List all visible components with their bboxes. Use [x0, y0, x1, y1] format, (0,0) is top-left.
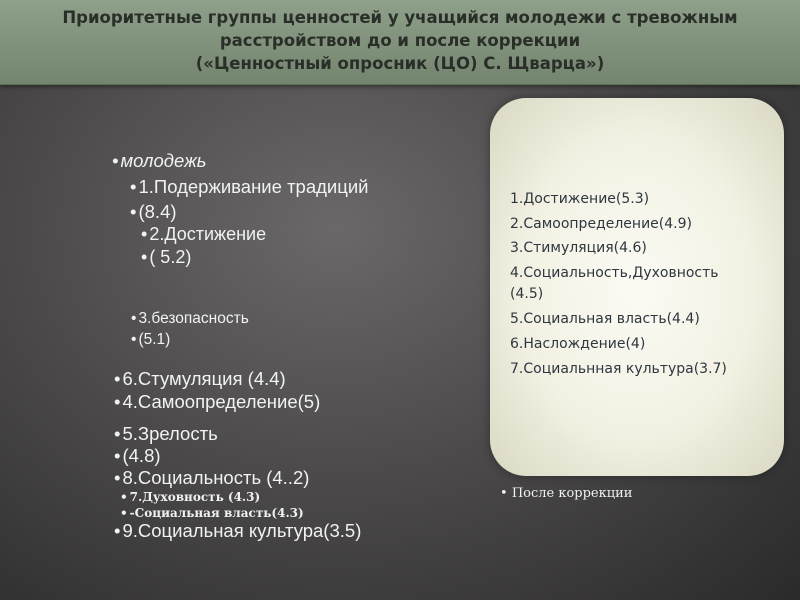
after-item-3: 3.Стимуляция(4.6) — [510, 240, 647, 256]
left-item-11: • 8.Социальность (4..2) — [114, 467, 310, 488]
bullet-icon: • — [112, 150, 119, 171]
bullet-icon: • — [130, 176, 137, 197]
title-line-2: расстройством до и после коррекции — [219, 31, 581, 50]
bullet-icon: • — [114, 391, 121, 412]
bullet-icon: • — [114, 445, 121, 466]
left-item-1: • 1.Подерживание традиций — [130, 176, 369, 197]
bullet-icon: • — [141, 224, 148, 244]
after-correction-box — [490, 98, 784, 476]
after-item-7: 7.Социальнная культура(3.7) — [510, 361, 727, 377]
after-item-6: 6.Наслождение(4) — [510, 336, 646, 352]
title-bar — [0, 0, 800, 85]
left-item-9: • 5.Зрелость — [114, 423, 218, 444]
left-item-5: • 3.безопасность — [131, 310, 249, 327]
bullet-icon: • — [500, 486, 508, 501]
bullet-icon: • — [114, 368, 121, 389]
left-item-7: • 6.Стумуляция (4.4) — [114, 368, 286, 389]
left-item-3: • 2.Достижение — [141, 224, 267, 244]
bullet-icon: • — [114, 520, 121, 541]
left-item-12: • 7.Духовность (4.3) — [120, 490, 261, 504]
bullet-icon: • — [131, 331, 137, 348]
bullet-icon: • — [114, 467, 121, 488]
after-correction-label: • После коррекции — [500, 486, 633, 501]
left-item-2: • (8.4) — [130, 201, 177, 222]
left-item-8: • 4.Самоопределение(5) — [114, 391, 321, 412]
bullet-icon: • — [130, 201, 137, 222]
left-item-6: • (5.1) — [131, 331, 171, 348]
after-item-1: 1.Достижение(5.3) — [510, 191, 650, 207]
after-item-5: 5.Социальная власть(4.4) — [510, 311, 700, 327]
left-item-4: • ( 5.2) — [141, 247, 192, 267]
left-item-10: • (4.8) — [114, 445, 161, 466]
title-line-1: Приоритетные группы ценностей у учащийся молодежи с тревожным — [62, 8, 738, 27]
after-item-4: 4.Социальность,Духовность — [510, 265, 719, 281]
bullet-icon: • — [141, 247, 148, 267]
bullet-icon: • — [120, 506, 128, 520]
bullet-icon: • — [114, 423, 121, 444]
title-line-3: («Ценностный опросник (ЦО) С. Щварца») — [195, 54, 605, 73]
bullet-icon: • — [120, 490, 128, 504]
bullet-icon: • — [131, 310, 137, 327]
left-item-14: • 9.Социальная культура(3.5) — [114, 520, 362, 541]
left-item-13: • -Социальная власть(4.3) — [120, 506, 304, 520]
after-item-2: 2.Самоопределение(4.9) — [510, 216, 692, 232]
after-item-4-value: (4.5) — [510, 286, 544, 302]
left-heading: • молодежь — [112, 150, 207, 171]
